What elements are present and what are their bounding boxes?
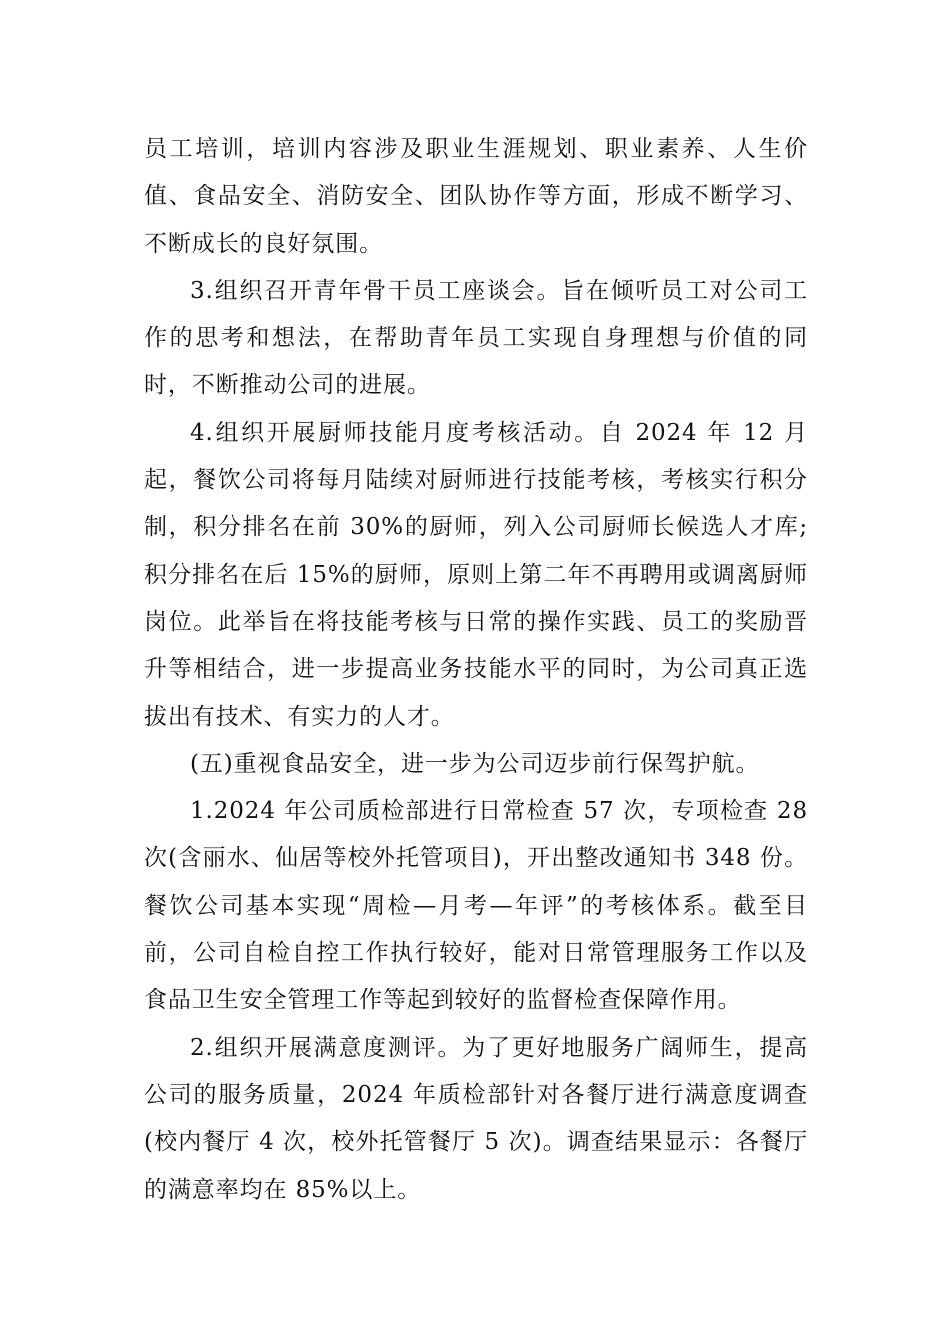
paragraph-staff-training: 员工培训，培训内容涉及职业生涯规划、职业素养、人生价值、食品安全、消防安全、团队协作等方面，形成不断学习、不断成长的良好氛围。 — [144, 136, 808, 257]
paragraph-youth-forum: 3.组织召开青年骨干员工座谈会。旨在倾听员工对公司工作的思考和想法，在帮助青年员工实现自身理想与价值的同时，不断推动公司的进展。 — [144, 277, 808, 399]
paragraph-satisfaction-survey: 2.组织开展满意度测评。为了更好地服务广阔师生，提高公司的服务质量，2024 年质检部针对各餐厅进行满意度调查(校内餐厅 4 次，校外托管餐厅 5 次)。调查结果显示：各餐厅的满意率均在 85%以上。 — [144, 1034, 808, 1203]
document-body — [144, 126, 808, 1214]
paragraph-quality-inspection: 1.2024 年公司质检部进行日常检查 57 次，专项检查 28 次(含丽水、仙居等校外托管项目)，开出整改通知书 348 份。餐饮公司基本实现“周检—月考—年评”的考核体系。截至目前，公司自检自控工作执行较好，能对日常管理服务工作以及食品卫生安全管理工作等起到较好的监督检查保障作用。 — [144, 798, 808, 1014]
section-heading-food-safety: (五)重视食品安全，进一步为公司迈步前行保驾护航。 — [190, 750, 760, 777]
paragraph-chef-assessment: 4.组织开展厨师技能月度考核活动。自 2024 年 12 月起，餐饮公司将每月陆续对厨师进行技能考核，考核实行积分制，积分排名在前 30%的厨师，列入公司厨师长候选人才库;积分排名在后 15%的厨师，原则上第二年不再聘用或调离厨师岗位。此举旨在将技能考核与日常的操作实践、员工的奖励晋升等相结合，进一步提高业务技能水平的同时，为公司真正选拔出有技术、有实力的人才。 — [144, 419, 808, 730]
